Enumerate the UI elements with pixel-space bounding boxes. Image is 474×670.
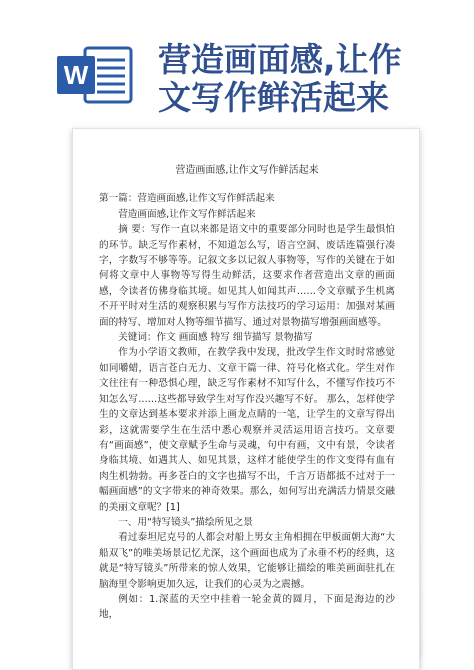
- banner-title-line-2: 文写作鲜活起来: [158, 78, 389, 117]
- paragraph: 例如：1.深蓝的天空中挂着一轮金黄的圆月，下面是海边的沙地，: [99, 593, 395, 621]
- paragraph: 看过泰坦尼克号的人都会对船上男女主角相拥在甲板面朝大海“大船双飞”的唯美场景记忆尤深，这个画面也成为了永垂不朽的经典，这就是“特写镜头”所带来的惊人效果，它能够让描绘的唯美画面驻扎在脑海里令影响更加久远，让我们的心灵为之震撼。: [99, 532, 395, 590]
- word-icon: [55, 44, 135, 106]
- document-body: [99, 163, 395, 623]
- banner: [0, 0, 474, 117]
- paragraph: 摘 要：写作一直以来都是语文中的重要部分同时也是学生最惧怕的环节。缺乏写作素材，不知道怎么写，语言空洞、废话连篇强行凑字，字数写不够等等。记叙文多以记叙人事物等，写作的关键在于如何将文章中人事物等写得生动鲜活，这要求作者营造出文章的画面感，令读者仿佛身临其境。如见其人如闻其声……令文章赋予生机离不开平时对生活的观察积累与写作方法技巧的学习运用：加强对某画面的特写、增加对人物等细节描写、通过对景物描写增强画面感等。: [99, 224, 395, 328]
- svg-text:W: W: [63, 60, 89, 90]
- paragraph: 一、用“特写镜头”描绘所见之景: [118, 516, 253, 528]
- paragraph: 作为小学语文教师，在教学我中发现，批改学生作文时时常感觉如同嚼蜡，语言苍白无力、文章干篇一律、符号化格式化。学生对作文往往有一种恐惧心理，缺乏写作素材不知写什么，不懂写作技巧不知怎么写……这些都导致学生对写作没兴趣写不好。 那么，怎样使学生的文章达到基本要求并添上画龙点睛的一笔，让学生的文章写得出彩，这就需要学生在生活中悉心观察并灵活运用语言技巧。文章要有“画面感”，使文章赋予生命与灵魂，句中有画，文中有景，令读者身临其境、如遇其人、如见其景，这样才能使学生的作文变得有血有肉生机勃勃。再多苍白的文字也描写不出，千言万语都抵不过对于一幅画面感”的文字带来的神奇效果。那么，如何写出充满活力情景交融的美丽文章呢？[1]: [99, 347, 395, 513]
- document-title: 营造画面感,让作文写作鲜活起来: [175, 165, 319, 176]
- banner-title-line-1: 营造画面感,让作: [158, 40, 402, 79]
- paragraph-list: [99, 191, 395, 622]
- paragraph: 关键词：作文 画面感 特写 细节描写 景物描写: [118, 332, 313, 344]
- paragraph: 营造画面感,让作文写作鲜活起来: [118, 208, 256, 220]
- paragraph: 第一篇：营造画面感,让作文写作鲜活起来: [99, 193, 275, 205]
- document-page: [72, 128, 420, 670]
